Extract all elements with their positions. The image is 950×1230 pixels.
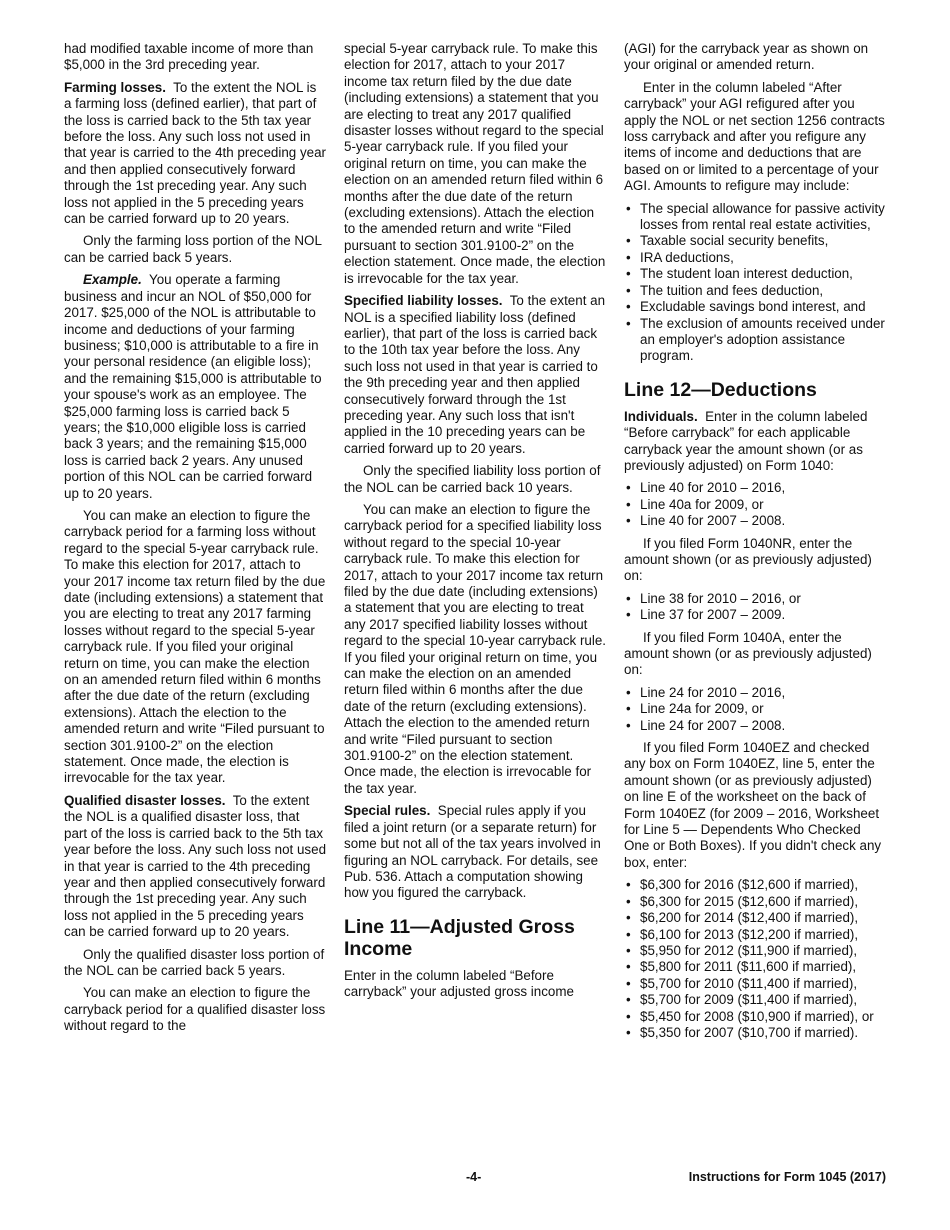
paragraph: (AGI) for the carryback year as shown on your original or amended return. xyxy=(624,41,869,73)
list-item: • $5,950 for 2012 ($11,900 if married), xyxy=(624,943,886,959)
form-1040-lines-list xyxy=(624,480,886,529)
paragraph: special 5-year carryback rule. To make this election for 2017, attach to your 2017 income tax return filed by the due date (including extensions) a statement that you are electing to treat any 2017 qualified disaster losses without regard to the special 5-year carryback rule. If you filed your original return on time, you can make the election on an amended return filed within 6 months after the due date of the return (excluding extensions). Attach the election to the amended return and write “Filed pursuant to section 301.9100-2” on the election statement. Once made, the election is irrevocable for the tax year. xyxy=(344,41,606,286)
special-rules-heading: Special rules. xyxy=(344,803,431,819)
paragraph: Enter in the column labeled “After carryback” your AGI refigured after you apply the NOL or net section 1256 contracts loss carryback and after you refigure any items of income and deductions that are based on or limited to a percentage of your AGI. Amounts to refigure may include: xyxy=(624,79,885,194)
farming-losses-paragraph xyxy=(64,80,326,228)
page-footer xyxy=(64,1170,886,1186)
qualified-disaster-paragraph xyxy=(64,793,326,941)
standard-deduction-list xyxy=(624,877,886,1041)
farming-losses-heading: Farming losses. xyxy=(64,79,166,95)
column-3 xyxy=(624,41,886,1047)
column-2 xyxy=(344,41,606,1007)
list-item: • $5,700 for 2010 ($11,400 if married), xyxy=(624,976,886,992)
paragraph: If you filed Form 1040EZ and checked any box on Form 1040EZ, line 5, enter the amount shown (or as previously adjusted) on line E of the worksheet on the back of Form 1040EZ (for 2009 – 2016, Worksheet for Line 5 — Dependents Who Checked One or Both Boxes). If you didn't check any box, enter: xyxy=(624,740,882,870)
list-item: • $6,200 for 2014 ($12,400 if married), xyxy=(624,910,886,926)
list-item: • $5,700 for 2009 ($11,400 if married), xyxy=(624,992,886,1008)
column-1 xyxy=(64,41,326,1041)
paragraph: Only the specified liability loss portion of the NOL can be carried back 10 years. xyxy=(344,463,601,495)
paragraph-text: Special rules apply if you filed a joint return (or a separate return) for some but not all of the tax years involved in figuring an NOL carryback. For details, see Pub. 536. Attach a computation showing how you figured the carryback. xyxy=(344,803,601,901)
list-item: • The student loan interest deduction, xyxy=(624,266,886,282)
agi-items-list xyxy=(624,201,886,365)
list-item: • The exclusion of amounts received under an employer's adoption assistance program. xyxy=(624,316,886,365)
list-item: • Line 24a for 2009, or xyxy=(624,701,886,717)
paragraph: You can make an election to figure the carryback period for a farming loss without regard to the special 5-year carryback rule. To make this election for 2017, attach to your 2017 income tax return filed by the due date (including extensions) a statement that you are electing to treat any 2017 farming losses without regard to the special 5-year carryback rule. If you filed your original return on time, you can make the election on an amended return filed within 6 months after the due date of the return (excluding extensions). Attach the election to the amended return and write “Filed pursuant to section 301.9100-2” on the election statement. Once made, the election is irrevocable for the tax year. xyxy=(64,507,326,786)
page-number: -4- xyxy=(466,1170,482,1184)
list-item: • $5,800 for 2011 ($11,600 if married), xyxy=(624,959,886,975)
list-item: • Excludable savings bond interest, and xyxy=(624,299,886,315)
paragraph: Only the farming loss portion of the NOL can be carried back 5 years. xyxy=(64,233,322,265)
example-paragraph xyxy=(64,272,326,502)
list-item: • $5,350 for 2007 ($10,700 if married). xyxy=(624,1025,886,1041)
qualified-disaster-heading: Qualified disaster losses. xyxy=(64,792,226,808)
list-item: • Taxable social security benefits, xyxy=(624,233,886,249)
paragraph-text: Enter in the column labeled “Before carryback” for each applicable carryback year the amount shown (or as previously adjusted) on Form 1040: xyxy=(624,408,868,473)
list-item: • Line 40 for 2010 – 2016, xyxy=(624,480,886,496)
list-item: • Line 38 for 2010 – 2016, or xyxy=(624,591,886,607)
individuals-paragraph xyxy=(624,409,886,475)
list-item: • Line 37 for 2007 – 2009. xyxy=(624,607,886,623)
specified-liability-heading: Specified liability losses. xyxy=(344,293,503,309)
paragraph: had modified taxable income of more than $5,000 in the 3rd preceding year. xyxy=(64,41,314,73)
list-item: • $6,300 for 2016 ($12,600 if married), xyxy=(624,877,886,893)
line-11-heading: Line 11—Adjusted Gross Income xyxy=(344,915,575,960)
list-item: • Line 40a for 2009, or xyxy=(624,497,886,513)
document-title: Instructions for Form 1045 (2017) xyxy=(688,1170,886,1184)
list-item: • Line 40 for 2007 – 2008. xyxy=(624,513,886,529)
list-item: • $5,450 for 2008 ($10,900 if married), or xyxy=(624,1009,886,1025)
list-item: • The tuition and fees deduction, xyxy=(624,283,886,299)
paragraph-text: To the extent an NOL is a specified liability loss (defined earlier), that part of the loss is carried back to the 10th tax year before the loss. Any such loss not used in that year is carried to the 9th preceding year and then applied consecutively forward through the 1st preceding year. Any such loss that isn't applied in the 10 preceding years can be carried forward up to 20 years. xyxy=(344,293,606,456)
paragraph: Only the qualified disaster loss portion of the NOL can be carried back 5 years. xyxy=(64,946,325,978)
list-item: • IRA deductions, xyxy=(624,250,886,266)
list-item: • Line 24 for 2007 – 2008. xyxy=(624,718,886,734)
line-12-heading: Line 12—Deductions xyxy=(624,378,817,401)
example-heading: Example. xyxy=(83,272,142,288)
paragraph: If you filed Form 1040NR, enter the amount shown (or as previously adjusted) on: xyxy=(624,535,872,584)
list-item: • $6,300 for 2015 ($12,600 if married), xyxy=(624,894,886,910)
list-item: • The special allowance for passive activity losses from rental real estate activities, xyxy=(624,201,886,234)
list-item: • Line 24 for 2010 – 2016, xyxy=(624,685,886,701)
special-rules-paragraph xyxy=(344,803,606,901)
paragraph: If you filed Form 1040A, enter the amount shown (or as previously adjusted) on: xyxy=(624,629,872,678)
form-1040nr-lines-list xyxy=(624,591,886,624)
paragraph-text: You operate a farming business and incur an NOL of $50,000 for 2017. $25,000 of the NOL is attributable to income and deductions of your farming business; $10,000 is attributable to a fire in your personal residence (an eligible loss); and the remaining $15,000 is attributable to your spouse's work as an employee. The $25,000 farming loss is carried back 5 years; the $10,000 eligible loss is carried back 3 years; and the remaining $15,000 loss is carried back 2 years. Any unused portion of this NOL can be carried forward up to 20 years. xyxy=(64,272,322,501)
form-1040a-lines-list xyxy=(624,685,886,734)
paragraph: You can make an election to figure the carryback period for a specified liability loss without regard to the special 10-year carryback rule. To make this election for 2017, attach to your 2017 income tax return filed by the due date (including extensions) a statement that you are electing to treat any 2017 specified liability losses without regard to the special 10-year carryback rule. If you filed your original return on time, you can make the election on an amended return filed within 6 months after the due date of the return (excluding extensions). Attach the election to the amended return and write “Filed pursuant to section 301.9100-2” on the election statement. Once made, the election is irrevocable for the tax year. xyxy=(344,501,606,796)
paragraph: Enter in the column labeled “Before carryback” your adjusted gross income xyxy=(344,967,574,1000)
paragraph: You can make an election to figure the carryback period for a qualified disaster loss without regard to the xyxy=(64,985,326,1034)
paragraph-text: To the extent the NOL is a qualified disaster loss, that part of the loss is carried back to the 5th tax year before the loss. Any such loss not used in that year is carried to the 4th preceding year and then applied consecutively forward through the 1st preceding year. Any such loss not applied in the 5 preceding years can be carried forward up to 20 years. xyxy=(64,792,327,940)
paragraph-text: To the extent the NOL is a farming loss (defined earlier), that part of the loss is carried back to the 5th tax year before the loss. Any such loss not used in that year is carried to the 4th preceding year and then applied consecutively forward through the 1st preceding year. Any such loss not applied in the 5 preceding years can be carried forward up to 20 years. xyxy=(64,79,327,227)
specified-liability-paragraph xyxy=(344,293,606,457)
individuals-heading: Individuals. xyxy=(624,408,698,424)
list-item: • $6,100 for 2013 ($12,200 if married), xyxy=(624,927,886,943)
